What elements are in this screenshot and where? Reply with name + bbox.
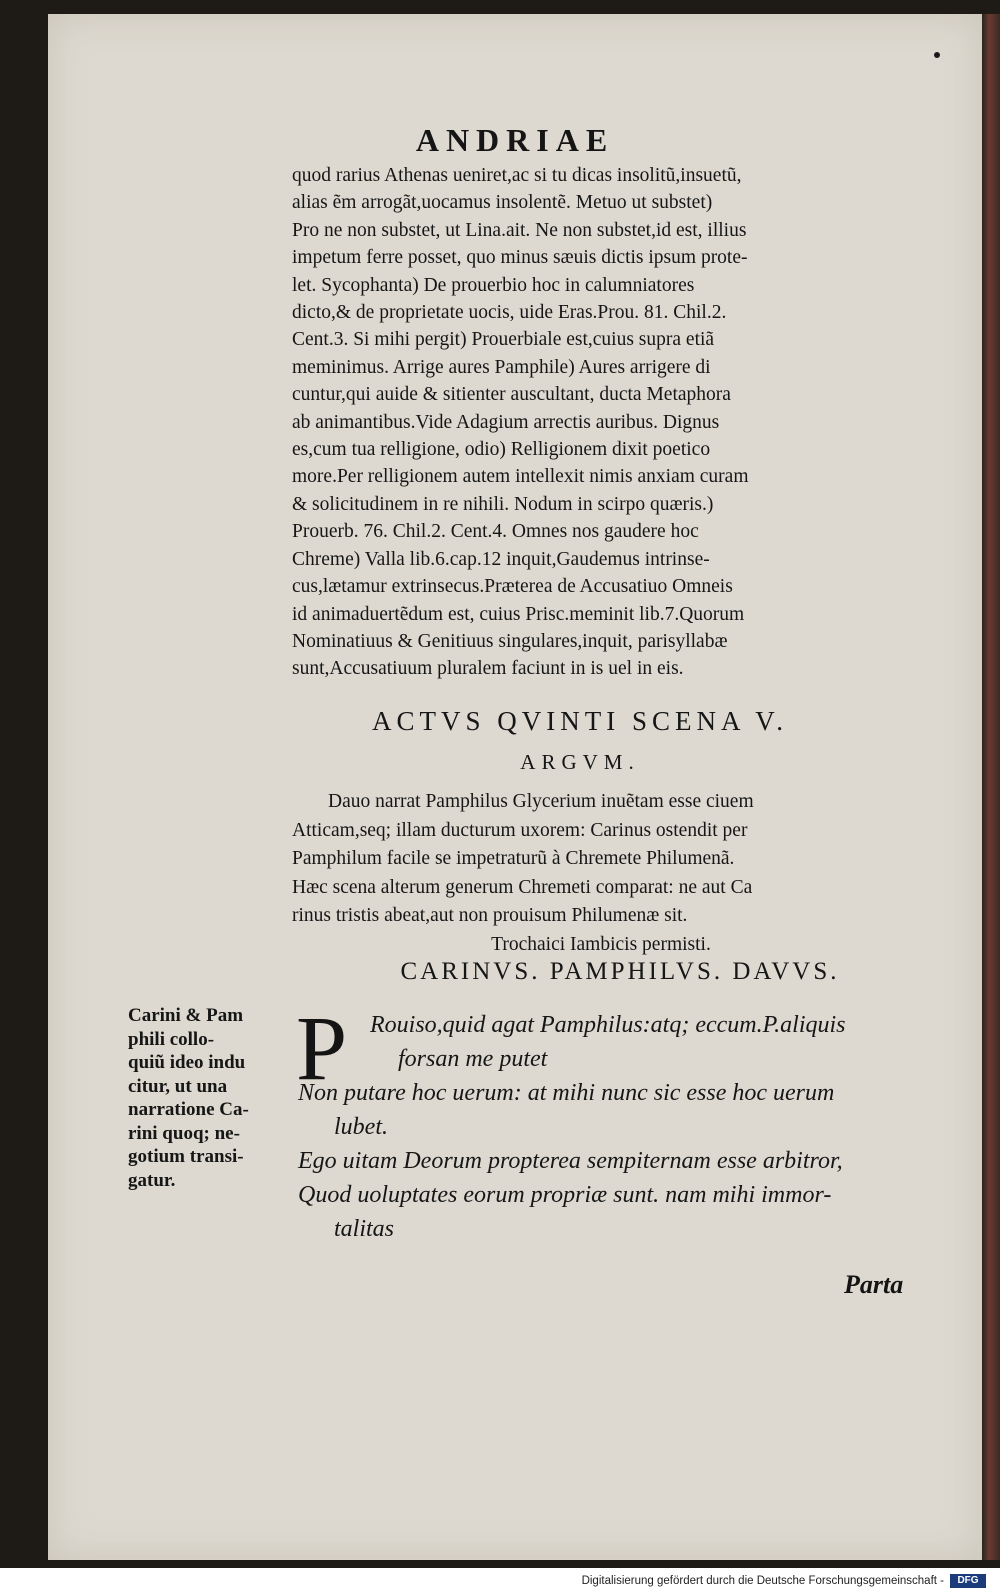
commentary-line: Prouerb. 76. Chil.2. Cent.4. Omnes nos gaudere hoc: [292, 521, 699, 543]
verse-line: talitas: [334, 1216, 395, 1242]
margin-note-line: quiũ ideo indu: [128, 1052, 246, 1073]
verse-line: Ego uitam Deorum propterea sempiternam esse arbitror,: [298, 1148, 843, 1174]
commentary-line: cus,lætamur extrinsecus.Præterea de Accusatiuo Omneis: [292, 576, 733, 598]
commentary-line: meminimus. Arrige aures Pamphile) Aures arrigere di: [292, 356, 711, 378]
dramatis-personae: CARINVS. PAMPHILVS. DAVVS.: [400, 958, 840, 985]
verse-line: forsan me putet: [398, 1046, 548, 1072]
verse-line: Non putare hoc uerum: at mihi nunc sic esse hoc uerum: [298, 1080, 835, 1106]
commentary-line: Chreme) Valla lib.6.cap.12 inquit,Gaudemus intrinse-: [292, 548, 710, 570]
commentary-line: Nominatiuus & Genitiuus singulares,inquit, parisyllabæ: [292, 630, 728, 652]
dfg-logo: DFG: [950, 1574, 986, 1588]
margin-note-line: gotium transi-: [128, 1146, 244, 1167]
commentary-line: cuntur,qui auide & sitienter auscultant, ducta Metaphora: [292, 384, 731, 406]
commentary-line: ab animantibus.Vide Adagium arrectis auribus. Dignus: [292, 411, 720, 433]
argument-line: Atticam,seq; illam ducturum uxorem: Carinus ostendit per: [292, 819, 748, 841]
margin-note: [128, 1004, 288, 1192]
margin-note-line: rini quoq; ne-: [128, 1122, 240, 1144]
commentary-line: es,cum tua relligione, odio) Relligionem dixit poetico: [292, 439, 711, 461]
argument-line: Dauo narrat Pamphilus Glycerium inuẽtam esse ciuem: [328, 791, 754, 812]
verse-line: Quod uoluptates eorum propriæ sunt. nam mihi immor-: [298, 1182, 832, 1208]
argument-line: rinus tristis abeat,aut non prouisum Philumenæ sit.: [292, 905, 688, 926]
page-edge: [982, 14, 1000, 1560]
commentary-line: id animaduertẽdum est, cuius Prisc.meminit lib.7.Quorum: [292, 603, 745, 625]
commentary-line: alias ẽm arrogãt,uocamus insolentẽ. Metuo ut substet): [292, 192, 713, 214]
footer-credit: Digitalisierung gefördert durch die Deutsche Forschungsgemeinschaft -: [581, 1575, 944, 1587]
verse-line: lubet.: [334, 1114, 388, 1140]
scene-title: ACTVS QVINTI SCENA V.: [371, 706, 789, 736]
argument-heading: ARGVM.: [520, 750, 640, 774]
margin-note-line: narratione Ca-: [128, 1099, 249, 1120]
commentary-line: & solicitudinem in re nihili. Nodum in scirpo quæris.): [292, 493, 714, 515]
commentary-line: Pro ne non substet, ut Lina.ait. Ne non substet,id est, illius: [292, 219, 747, 241]
commentary-line: quod rarius Athenas ueniret,ac si tu dicas insolitũ,insuetũ,: [292, 165, 742, 186]
running-head: ANDRIAE: [415, 122, 615, 158]
drop-cap: P: [296, 997, 348, 1099]
meter-note: Trochaici Iambicis permisti.: [491, 933, 711, 955]
commentary-line: let. Sycophanta) De prouerbio hoc in calumniatores: [292, 274, 695, 296]
argument-line: Pamphilum facile se impetraturũ à Chremete Philumenã.: [292, 848, 735, 869]
verse-block: [296, 997, 918, 1246]
commentary-line: impetum ferre posset, quo minus sæuis dictis ipsum prote-: [292, 247, 748, 269]
catchword: Parta: [844, 1270, 904, 1299]
argument-line: Hæc scena alterum generum Chremeti comparat: ne aut Ca: [292, 876, 753, 898]
margin-note-line: citur, ut una: [128, 1075, 228, 1097]
commentary-line: Cent.3. Si mihi pergit) Prouerbiale est,cuius supra etiã: [292, 329, 715, 351]
margin-note-line: phili collo-: [128, 1028, 215, 1050]
margin-note-line: gatur.: [128, 1169, 176, 1191]
commentary-line: more.Per relligionem autem intellexit nimis anxiam curam: [292, 466, 749, 488]
verse-line: Rouiso,quid agat Pamphilus:atq; eccum.P.aliquis: [370, 1012, 846, 1038]
argument-block: [292, 788, 910, 959]
commentary-line: sunt,Accusatiuum pluralem faciunt in is uel in eis.: [292, 658, 684, 680]
margin-note-line: Carini & Pam: [128, 1005, 244, 1026]
page-mark: [934, 52, 940, 58]
commentary-block: [292, 162, 910, 683]
commentary-line: dicto,& de proprietate uocis, uide Eras.Prou. 81. Chil.2.: [292, 302, 727, 324]
